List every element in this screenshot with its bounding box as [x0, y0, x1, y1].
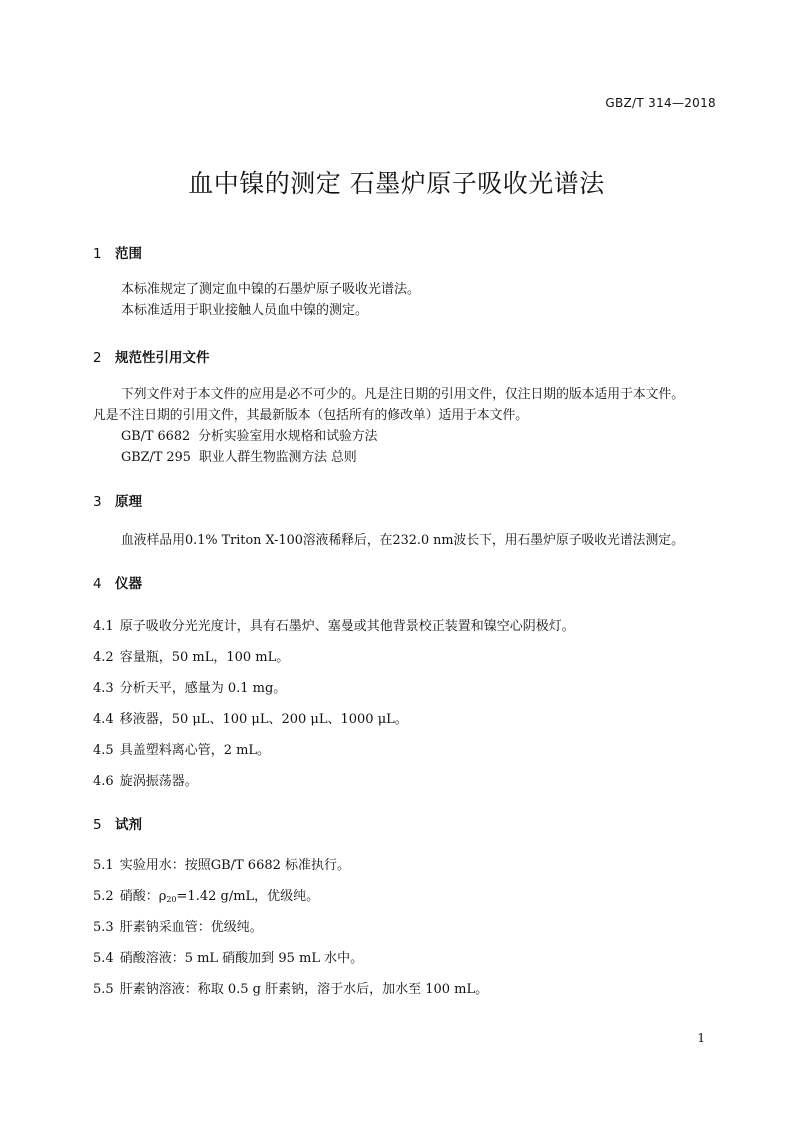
paragraph: 血液样品用0.1% Triton X-100溶液稀释后，在232.0 nm波长下，用石墨炉原子吸收光谱法测定。: [121, 533, 684, 548]
item-text: 旋涡振荡器。: [119, 774, 198, 789]
item-text: =1.42 g/mL，优级纯。: [176, 889, 320, 904]
item-text: 移液器，50 μL、100 μL、200 μL、1000 μL。: [119, 712, 408, 727]
item-number: 5.2: [93, 889, 114, 904]
section-title: 试剂: [115, 817, 142, 833]
document-title: 血中镍的测定 石墨炉原子吸收光谱法: [188, 169, 605, 198]
section-3-heading: [93, 490, 142, 510]
section-number: 4: [93, 576, 102, 592]
item-number: 4.2: [93, 650, 114, 665]
item-text: 容量瓶，50 mL，100 mL。: [119, 650, 290, 665]
item-text: 肝素钠溶液：称取 0.5 g 肝素钠，溶于水后，加水至 100 mL。: [119, 982, 489, 997]
section-number: 3: [93, 494, 102, 510]
item-number: 4.4: [93, 712, 114, 727]
section-1-body: [93, 279, 718, 321]
section-number: 2: [93, 350, 102, 366]
list-item: [93, 947, 363, 966]
item-number: 4.3: [93, 681, 114, 696]
item-number: 4.6: [93, 774, 114, 789]
item-text: 分析天平，感量为 0.1 mg。: [119, 681, 287, 696]
list-item: [93, 916, 263, 935]
section-2-heading: [93, 346, 210, 366]
list-item: [93, 646, 289, 665]
section-number: 1: [93, 246, 102, 262]
item-number: 5.3: [93, 920, 114, 935]
list-item: [93, 978, 488, 997]
section-2-body: [93, 384, 718, 468]
section-number: 5: [93, 817, 102, 833]
reference-title: 职业人群生物监测方法 总则: [199, 450, 357, 465]
list-item: [93, 885, 319, 904]
section-title: 原理: [115, 494, 142, 510]
item-number: 4.5: [93, 743, 114, 758]
section-title: 规范性引用文件: [115, 350, 210, 366]
paragraph: 本标准适用于职业接触人员血中镍的测定。: [121, 303, 369, 318]
paragraph-line: 凡是不注日期的引用文件，其最新版本（包括所有的修改单）适用于本文件。: [93, 408, 529, 423]
item-number: 5.4: [93, 951, 114, 966]
list-item: [93, 615, 575, 634]
item-number: 4.1: [93, 619, 114, 634]
item-text: 硝酸：ρ: [119, 889, 167, 904]
normative-reference: [93, 447, 718, 468]
item-text: 实验用水：按照GB/T 6682 标准执行。: [119, 858, 351, 873]
page-number: 1: [697, 1031, 705, 1045]
paragraph-line: 下列文件对于本文件的应用是必不可少的。凡是注日期的引用文件，仅注日期的版本适用于本文件。: [121, 387, 685, 402]
item-text: 肝素钠采血管：优级纯。: [119, 920, 263, 935]
item-text: 硝酸溶液：5 mL 硝酸加到 95 mL 水中。: [119, 951, 364, 966]
list-item: [93, 739, 270, 758]
section-4-heading: [93, 572, 142, 592]
subscript: 20: [166, 895, 177, 904]
section-title: 范围: [115, 246, 142, 262]
item-text: 具盖塑料离心管，2 mL。: [119, 743, 271, 758]
list-item: [93, 770, 198, 789]
item-number: 5.5: [93, 982, 114, 997]
section-1-heading: [93, 242, 142, 262]
section-title: 仪器: [115, 576, 142, 592]
reference-code: GBZ/T 295: [121, 450, 191, 465]
item-text: 原子吸收分光光度计，具有石墨炉、塞曼或其他背景校正装置和镍空心阴极灯。: [119, 619, 575, 634]
list-item: [93, 677, 286, 696]
paragraph: 本标准规定了测定血中镍的石墨炉原子吸收光谱法。: [121, 282, 421, 297]
list-item: [93, 708, 408, 727]
standard-code: GBZ/T 314—2018: [605, 96, 716, 110]
section-3-body: [93, 530, 718, 551]
list-item: [93, 854, 350, 873]
item-number: 5.1: [93, 858, 114, 873]
normative-reference: [93, 426, 718, 447]
reference-code: GB/T 6682: [121, 429, 191, 444]
section-5-heading: [93, 813, 142, 833]
reference-title: 分析实验室用水规格和试验方法: [198, 429, 378, 444]
